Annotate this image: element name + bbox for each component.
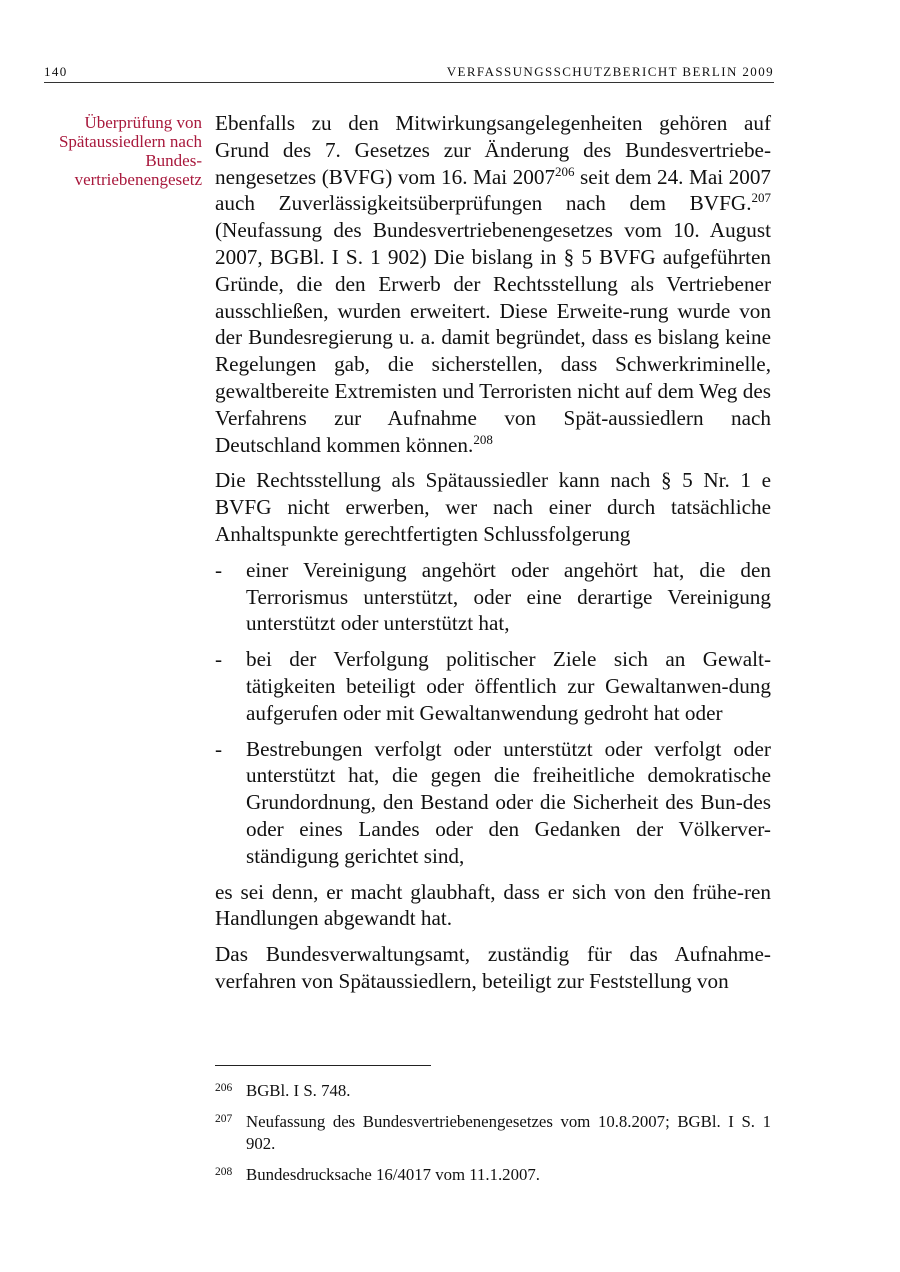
footnote-number: 208 <box>215 1166 233 1178</box>
list-dash: - <box>215 557 223 582</box>
footnote-ref-207[interactable]: 207 <box>751 190 771 206</box>
list-dash: - <box>215 736 223 761</box>
footnote <box>215 1164 771 1186</box>
list-item-text: Bestrebungen verfolgt oder unterstützt oder verfolgt oder unterstützt hat, die gegen die freiheitliche demokratische Grundordnung, den Bestand oder die Sicherheit des Bun-des oder eines Landes oder den Gedanken der Völkerver-ständigung gerichtet sind, <box>246 736 771 868</box>
footnotes <box>215 1080 771 1195</box>
footnote-ref-208[interactable]: 208 <box>473 431 493 447</box>
list-dash: - <box>215 647 223 672</box>
footnote-text: BGBl. I S. 748. <box>246 1081 351 1100</box>
paragraph-4: Das Bundesverwaltungsamt, zuständig für das Aufnahme-verfahren von Spätaussiedlern, beteiligt zur Feststellung von <box>215 942 771 993</box>
paragraph-2: Die Rechtsstellung als Spätaussiedler kann nach § 5 Nr. 1 e BVFG nicht erwerben, wer nach einer durch tatsächliche Anhaltspunkte gerechtfertigten Schlussfolgerung <box>215 468 771 546</box>
paragraph-3: es sei denn, er macht glaubhaft, dass er sich von den frühe-ren Handlungen abgewandt hat. <box>215 879 771 931</box>
list-item <box>215 557 771 637</box>
paragraph-1-text-a: Ebenfalls zu den Mitwirkungsangelegenheiten gehören auf Grund des 7. Gesetzes zur Änderung des Bundesvertriebe-nengesetzes (BVFG) vom 16. Mai 2007 <box>215 111 771 189</box>
paragraph-1-text-c: (Neufassung des Bundesvertriebenengesetzes vom 10. August 2007, BGBl. I S. 1 902) Die bislang in § 5 BVFG aufgeführten Gründe, die den Erwerb der Rechtsstellung als Vertriebener ausschließen, wurden erweitert. Diese Erweite-rung wurde von der Bundesregierung u. a. damit begründet, dass es bislang keine Regelungen gab, die sicherstellen, dass Schwerkriminelle, gewaltbereite Extremisten und Terroristen nicht auf dem Weg des Verfahrens zur Aufnahme von Spät-aussiedlern nach Deutschland kommen können. <box>215 218 771 457</box>
list-item-text: bei der Verfolgung politischer Ziele sich an Gewalt-tätigkeiten beteiligt oder öffentlich zur Gewaltanwen-dung aufgerufen oder mit Gewaltanwendung gedroht hat oder <box>246 647 771 725</box>
footnote-number: 207 <box>215 1113 233 1125</box>
list-item <box>215 736 771 870</box>
list-item-text: einer Vereinigung angehört oder angehört hat, die den Terrorismus unterstützt, oder eine derartige Vereinigung unterstützt oder unterstützt hat, <box>246 557 771 636</box>
footnote-text: Bundesdrucksache 16/4017 vom 11.1.2007. <box>246 1165 540 1184</box>
footnote <box>215 1111 771 1155</box>
footnote <box>215 1080 771 1102</box>
footnote-ref-206[interactable]: 206 <box>555 163 575 179</box>
page-header <box>44 62 774 83</box>
margin-note: Überprüfung von Spätaussiedlern nach Bundes-vertriebenengesetz <box>58 113 202 189</box>
paragraph-1-text-b: seit dem 24. Mai 2007 auch Zuverlässigkeitsüberprüfungen nach dem BVFG. <box>215 164 772 216</box>
main-text <box>215 110 771 1004</box>
footnote-separator <box>215 1065 431 1066</box>
list-item <box>215 646 771 726</box>
footnote-number: 206 <box>215 1082 233 1094</box>
footnote-text: Neufassung des Bundesvertriebenengesetzes vom 10.8.2007; BGBl. I S. 1 902. <box>246 1112 771 1153</box>
running-head: VERFASSUNGSSCHUTZBERICHT BERLIN 2009 <box>446 64 774 79</box>
page-number: 140 <box>44 64 68 79</box>
paragraph-1 <box>215 110 771 458</box>
